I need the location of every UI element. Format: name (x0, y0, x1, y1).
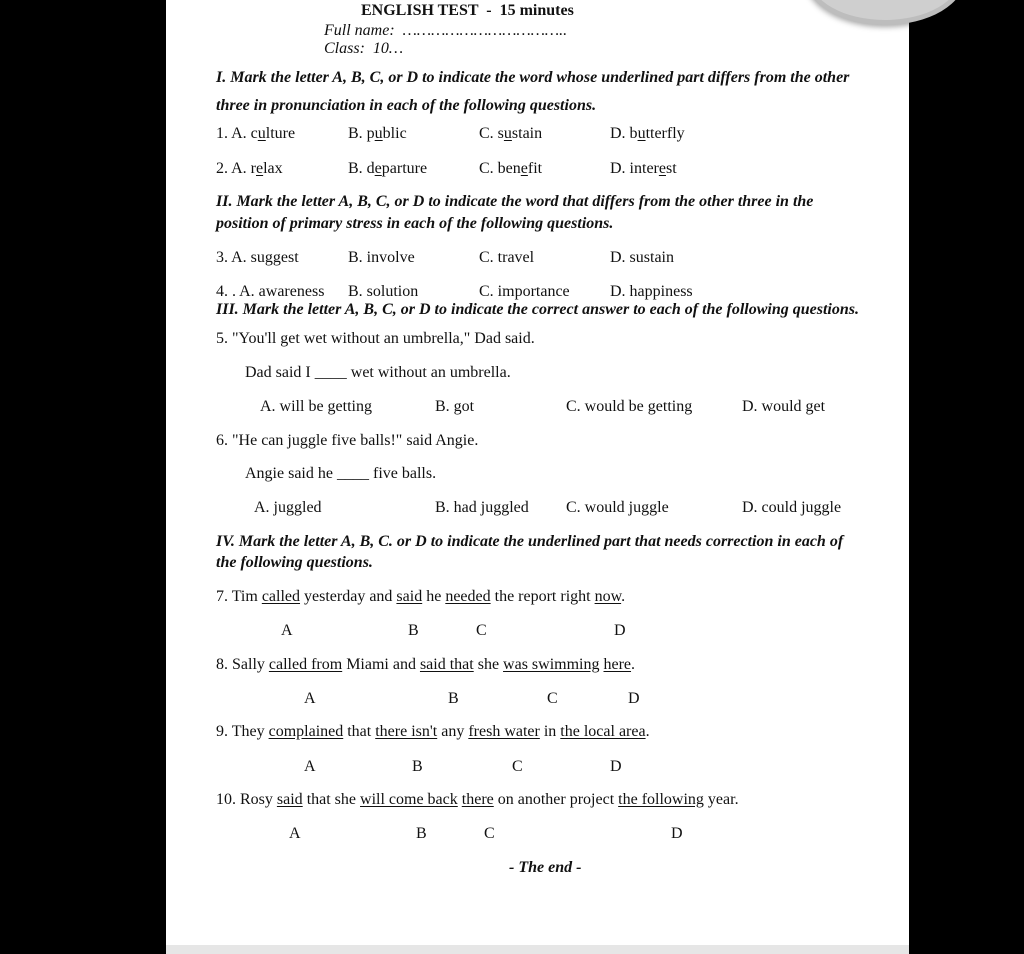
q7-letter-c: C (476, 622, 487, 639)
q1-option-a: 1. A. culture (216, 125, 296, 142)
q5-option-a: A. will be getting (260, 398, 372, 415)
q8-letter-a: A (304, 690, 316, 707)
q4-option-c: C. importance (479, 283, 570, 300)
q6-reported: Angie said he ____ five balls. (245, 465, 437, 482)
section-1-instruction-line-2: three in pronunciation in each of the following questions. (216, 97, 597, 114)
q6-option-c: C. would juggle (566, 499, 669, 516)
q9-letter-c: C (512, 758, 523, 775)
q6-option-a: A. juggled (254, 499, 322, 516)
q9-letter-d: D (610, 758, 622, 775)
q5-stem: 5. "You'll get wet without an umbrella," Dad said. (216, 330, 535, 347)
q3-option-a: 3. A. suggest (216, 249, 299, 266)
q3-option-b: B. involve (348, 249, 415, 266)
page-bottom-edge (166, 945, 909, 954)
q1-option-d: D. butterfly (610, 125, 685, 142)
q3-option-c: C. travel (479, 249, 535, 266)
q4-option-b: B. solution (348, 283, 419, 300)
q3-option-d: D. sustain (610, 249, 674, 266)
q2-option-b: B. departure (348, 160, 428, 177)
q2-option-a: 2. A. relax (216, 160, 283, 177)
q1-option-b: B. public (348, 125, 407, 142)
q6-option-d: D. could juggle (742, 499, 842, 516)
q9-letter-b: B (412, 758, 423, 775)
q5-option-d: D. would get (742, 398, 826, 415)
section-2-instruction-line-2: position of primary stress in each of the following questions. (216, 215, 614, 232)
q10-letter-a: A (289, 825, 301, 842)
full-name-line: Full name: …………………………….. (324, 22, 568, 39)
q9-sentence: 9. They complained that there isn't any fresh water in the local area. (216, 723, 650, 740)
q8-sentence: 8. Sally called from Miami and said that she was swimming here. (216, 656, 636, 673)
q8-letter-b: B (448, 690, 459, 707)
the-end: - The end - (509, 859, 582, 876)
q7-letter-b: B (408, 622, 419, 639)
q8-letter-c: C (547, 690, 558, 707)
q7-sentence: 7. Tim called yesterday and said he needed the report right now. (216, 588, 626, 605)
q1-option-c: C. sustain (479, 125, 543, 142)
section-3-instruction: III. Mark the letter A, B, C, or D to indicate the correct answer to each of the following questions. (216, 301, 859, 318)
q6-stem: 6. "He can juggle five balls!" said Angie. (216, 432, 479, 449)
q10-sentence: 10. Rosy said that she will come back there on another project the following year. (216, 791, 739, 808)
q7-letter-d: D (614, 622, 626, 639)
q5-reported: Dad said I ____ wet without an umbrella. (245, 364, 511, 381)
q4-option-a: 4. . A. awareness (216, 283, 325, 300)
section-1-instruction-line-1: I. Mark the letter A, B, C, or D to indicate the word whose underlined part differs from the other (216, 69, 850, 86)
q9-letter-a: A (304, 758, 316, 775)
section-2-instruction-line-1: II. Mark the letter A, B, C, or D to indicate the word that differs from the other three in the (216, 193, 814, 210)
q10-letter-c: C (484, 825, 495, 842)
q5-option-c: C. would be getting (566, 398, 693, 415)
q7-letter-a: A (281, 622, 293, 639)
class-line: Class: 10… (324, 40, 404, 57)
q10-letter-b: B (416, 825, 427, 842)
q10-letter-d: D (671, 825, 683, 842)
section-4-instruction-line-2: the following questions. (216, 554, 373, 571)
q2-option-d: D. interest (610, 160, 677, 177)
q6-option-b: B. had juggled (435, 499, 529, 516)
q4-option-d: D. happiness (610, 283, 693, 300)
test-title: ENGLISH TEST - 15 minutes (361, 2, 574, 19)
q8-letter-d: D (628, 690, 640, 707)
q5-option-b: B. got (435, 398, 475, 415)
section-4-instruction-line-1: IV. Mark the letter A, B, C. or D to indicate the underlined part that needs correction in each of (216, 533, 844, 550)
q2-option-c: C. benefit (479, 160, 543, 177)
